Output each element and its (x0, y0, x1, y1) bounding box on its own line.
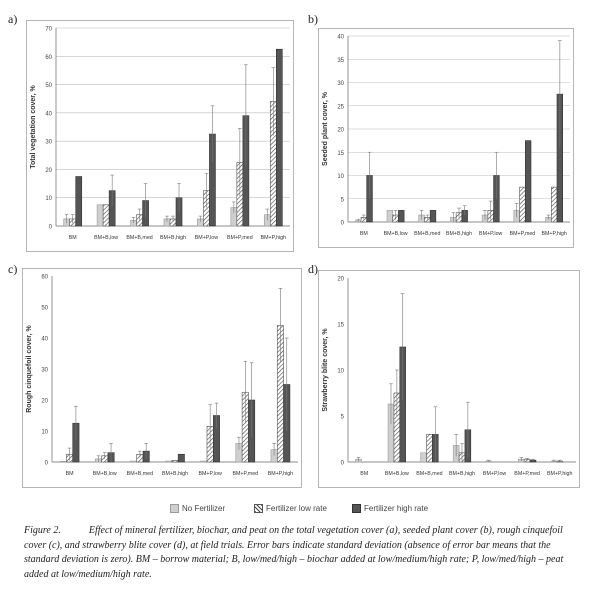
legend-label-high-rate: Fertilizer high rate (364, 504, 429, 513)
x-tick-label: BM+B,med (126, 471, 154, 477)
legend-swatch-low-rate (254, 504, 263, 513)
bar-nf (201, 461, 207, 462)
y-tick-label: 30 (45, 139, 52, 146)
y-tick-label: 20 (41, 398, 48, 405)
legend-label-low-rate: Fertilizer low rate (266, 504, 327, 513)
y-tick-label: 5 (340, 197, 344, 204)
y-tick-label: 10 (45, 196, 52, 203)
y-tick-label: 50 (41, 305, 48, 312)
chart-frame (319, 271, 580, 488)
legend-swatch-no-fertilizer (170, 504, 179, 513)
x-tick-label: BM+B,med (126, 235, 153, 241)
y-tick-label: 40 (41, 336, 48, 343)
x-tick-label: BM+P,high (541, 231, 567, 237)
y-axis-label: Total vegetation cover, % (30, 85, 37, 169)
x-tick-label: BM+P,med (509, 231, 536, 237)
x-tick-label: BM+B,low (94, 235, 119, 241)
y-tick-label: 70 (45, 26, 52, 33)
y-axis-label: Rough cinquefoil cover, % (26, 325, 33, 413)
caption-text: Effect of mineral fertilizer, biochar, and peat on the total vegetation cover (a), seeded plant cover (b), rough cinquefoil cover (c), and strawberry blite cover (d), at field trials. Error bars indicate standard deviation (absence of error bar means that the standard deviation is zero). BM – borrow material; B, low/med/high – biochar added at low/medium/high rate; P, low/med/high – peat added at low/medium/high rate. (24, 525, 564, 580)
x-tick-label: BM+P,med (232, 471, 259, 477)
figure-caption (24, 524, 584, 582)
x-tick-label: BM (68, 235, 77, 241)
x-tick-label: BM+P,high (267, 471, 294, 477)
y-tick-label: 50 (45, 83, 52, 90)
panel-letter-a: a) (8, 12, 18, 26)
caption-figure-number: Figure 2. (24, 525, 61, 536)
x-tick-label: BM+B,low (383, 231, 408, 237)
bar-nf (130, 461, 136, 462)
x-tick-label: BM+P,med (227, 235, 253, 241)
y-tick-label: 60 (45, 54, 52, 61)
y-tick-label: 0 (340, 460, 344, 467)
legend (170, 502, 470, 518)
legend-item-no-fertilizer (170, 504, 225, 513)
bar-high (276, 49, 282, 226)
y-tick-label: 0 (44, 460, 48, 467)
bar-nf (97, 205, 103, 226)
bar-high (76, 177, 82, 227)
y-axis-label: Seeded plant cover, % (322, 92, 329, 166)
y-tick-label: 0 (48, 224, 52, 231)
y-tick-label: 20 (337, 127, 344, 134)
bar-low (520, 187, 526, 222)
y-tick-label: 25 (337, 104, 344, 111)
y-tick-label: 10 (41, 429, 48, 436)
chart-a (26, 20, 294, 252)
x-tick-label: BM+B,med (416, 471, 443, 477)
y-tick-label: 10 (337, 174, 344, 180)
x-tick-label: BM (65, 471, 74, 477)
x-tick-label: BM+B,low (384, 471, 409, 477)
y-tick-label: 40 (337, 34, 344, 41)
bar-nf (387, 210, 393, 222)
x-tick-label: BM+P,med (514, 471, 540, 477)
panel-letter-c: c) (8, 262, 18, 276)
x-tick-label: BM+P,low (479, 231, 503, 237)
y-tick-label: 40 (45, 111, 52, 118)
bar-nf (421, 453, 427, 462)
x-tick-label: BM+P,low (194, 235, 219, 241)
y-tick-label: 15 (337, 150, 344, 157)
bar-high (525, 141, 531, 222)
y-tick-label: 30 (337, 81, 344, 87)
bar-high (430, 210, 436, 222)
y-tick-label: 60 (41, 274, 48, 281)
x-tick-label: BM+P,high (547, 471, 573, 477)
x-tick-label: BM+B,high (159, 235, 187, 241)
legend-item-low-rate (254, 504, 327, 513)
y-tick-label: 35 (337, 57, 344, 64)
bar-low (172, 460, 178, 462)
bar-low (103, 205, 109, 226)
y-tick-label: 20 (337, 276, 344, 283)
chart-b (318, 28, 574, 248)
x-tick-label: BM+P,low (482, 471, 507, 477)
x-tick-label: BM+B,high (161, 471, 189, 477)
y-tick-label: 0 (340, 220, 344, 227)
bar-low (551, 187, 557, 222)
bar-nf (60, 461, 66, 462)
y-tick-label: 30 (41, 367, 48, 374)
x-tick-label: BM+B,high (448, 471, 476, 477)
bar-low (426, 434, 432, 462)
x-tick-label: BM+P,high (260, 235, 286, 241)
y-axis-label: Strawberry blite cover, % (322, 328, 329, 412)
panel-letter-b: b) (308, 12, 318, 26)
legend-swatch-high-rate (352, 504, 361, 513)
chart-d (318, 270, 580, 488)
y-tick-label: 10 (337, 368, 344, 375)
x-tick-label: BM+B,med (414, 231, 441, 237)
panel-letter-d: d) (308, 262, 318, 276)
x-tick-label: BM+B,high (445, 231, 473, 237)
bar-high (398, 210, 404, 222)
bar-high (178, 454, 184, 462)
chart-c (22, 268, 302, 488)
legend-item-high-rate (352, 504, 428, 513)
y-tick-label: 20 (45, 167, 52, 174)
legend-label-no-fertilizer: No Fertilizer (182, 504, 226, 513)
x-tick-label: BM (360, 471, 369, 477)
x-tick-label: BM+P,low (198, 471, 222, 477)
y-tick-label: 15 (337, 322, 344, 329)
x-tick-label: BM+B,low (92, 471, 117, 477)
chart-frame (23, 269, 302, 488)
x-tick-label: BM (359, 231, 368, 237)
bar-nf (166, 461, 172, 462)
chart-frame (319, 29, 574, 248)
y-tick-label: 5 (340, 414, 344, 421)
